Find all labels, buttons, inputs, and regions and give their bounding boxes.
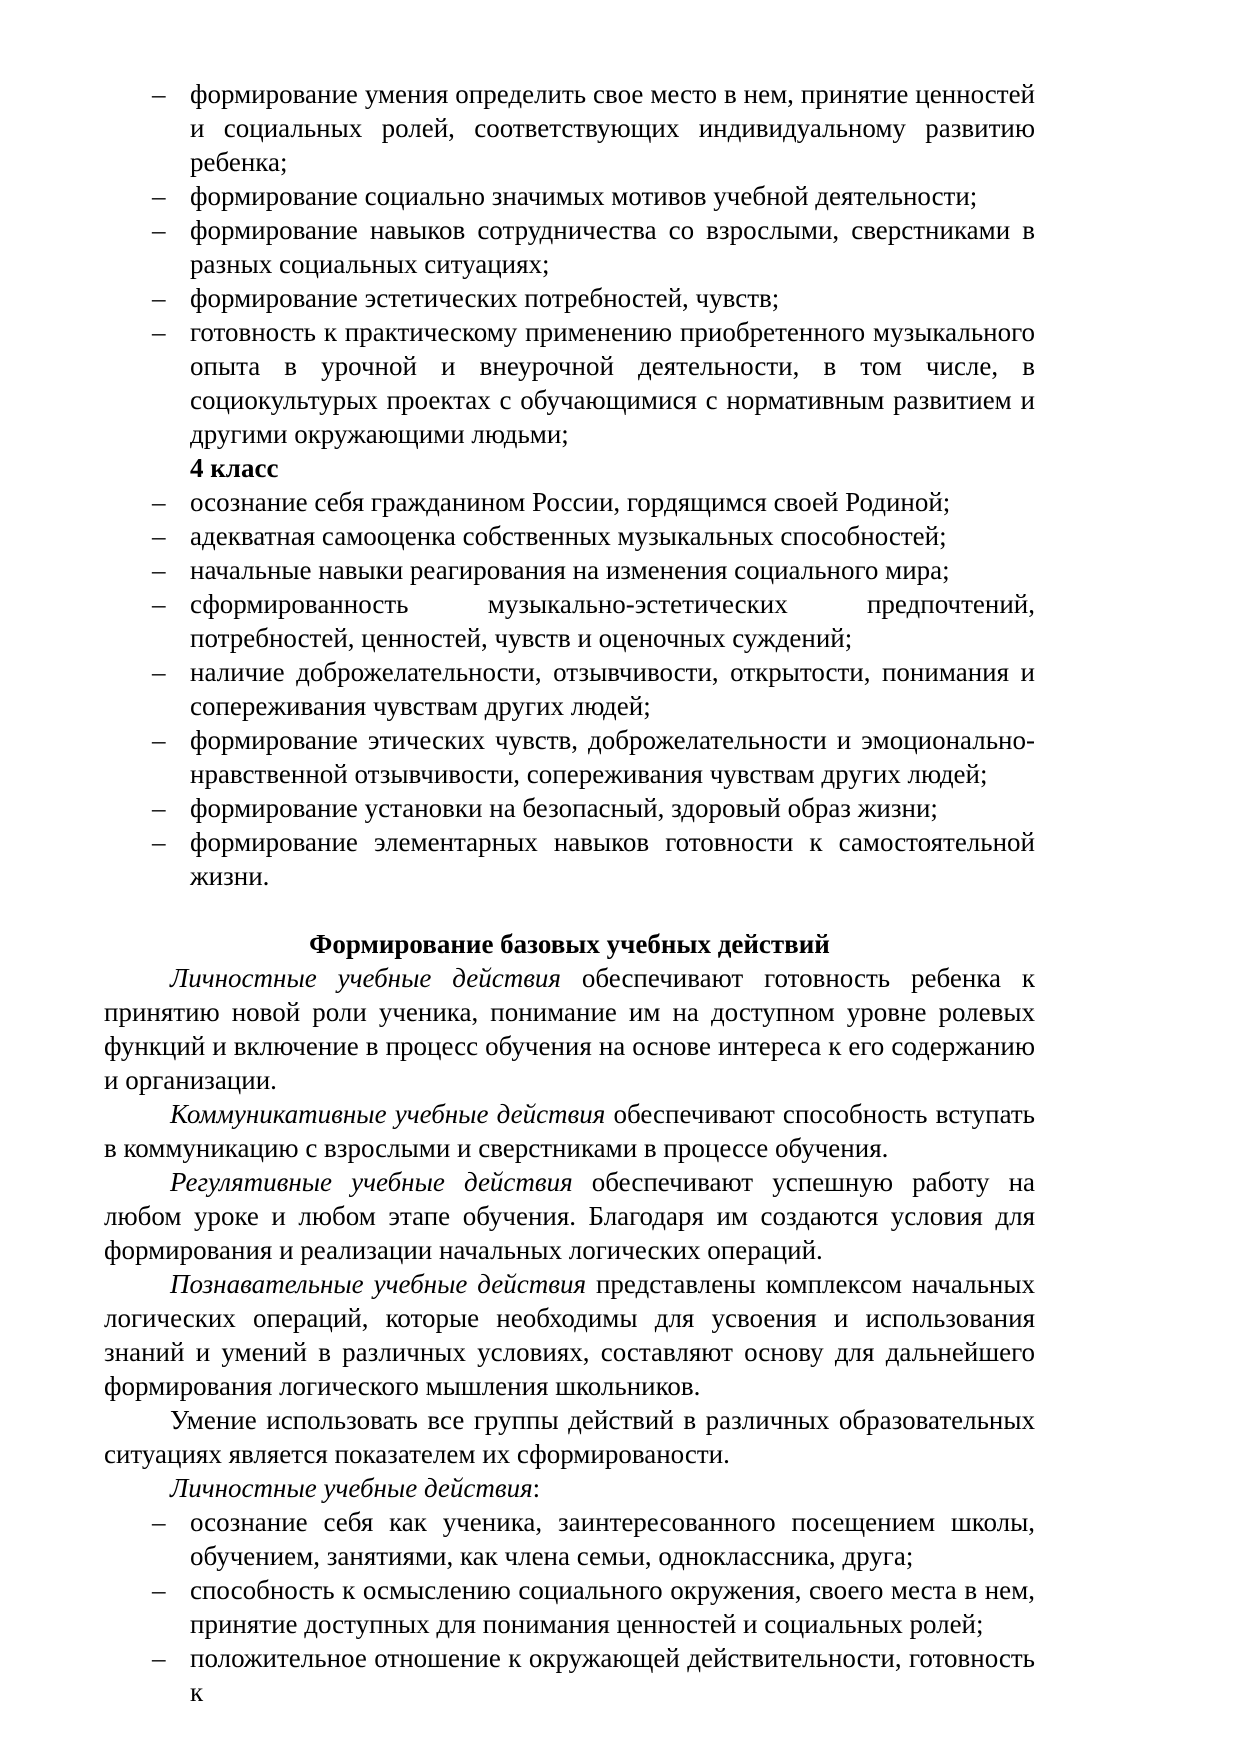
- paragraph-regulatory: [104, 1165, 1035, 1267]
- section-heading: Формирование базовых учебных действий: [309, 929, 830, 959]
- paragraph-lead: Познавательные учебные действия: [170, 1269, 587, 1299]
- grade-4-heading: 4 класс: [190, 453, 279, 483]
- bullet-dash: –: [152, 1575, 166, 1605]
- bullet-dash: –: [152, 657, 166, 687]
- paragraph-personal: [104, 961, 1035, 1097]
- paragraph-text: Умение использовать все группы действий в различных образовательных ситуациях является показателем их сформированости.: [104, 1405, 1035, 1469]
- list-item-text: формирование установки на безопасный, здоровый образ жизни;: [190, 793, 938, 823]
- bullet-dash: –: [152, 317, 166, 347]
- bullet-dash: –: [152, 1643, 166, 1673]
- list-item: [104, 77, 1035, 179]
- list-item-text: сформированность музыкально-эстетических предпочтений, потребностей, ценностей, чувств и оценочных суждений;: [190, 589, 1035, 653]
- list-item: [104, 1573, 1035, 1641]
- bullet-dash: –: [152, 487, 166, 517]
- paragraph-personal-intro: [104, 1471, 1035, 1505]
- list-item-text: способность к осмыслению социального окружения, своего места в нем, принятие доступных для понимания ценностей и социальных ролей;: [190, 1575, 1035, 1639]
- list-item: [104, 791, 1035, 825]
- list-item-text: готовность к практическому применению приобретенного музыкального опыта в урочной и внеурочной деятельности, в том числе, в социокультурых проектах с обучающимися с нормативным развитием и другими окружающими людьми;: [190, 317, 1035, 449]
- bullet-dash: –: [152, 79, 166, 109]
- list-item: [104, 1505, 1035, 1573]
- paragraph-ability: [104, 1403, 1035, 1471]
- list-item: [104, 315, 1035, 451]
- list-item-text: осознание себя как ученика, заинтересованного посещением школы, обучением, занятиями, как члена семьи, одноклассника, друга;: [190, 1507, 1035, 1571]
- list-item: [104, 587, 1035, 655]
- bullet-dash: –: [152, 1507, 166, 1537]
- paragraph-text: :: [532, 1473, 541, 1503]
- bullet-dash: –: [152, 181, 166, 211]
- bullet-dash: –: [152, 827, 166, 857]
- page-content: [104, 77, 1035, 1709]
- paragraph-lead: Регулятивные учебные действия: [170, 1167, 573, 1197]
- bullet-list-top: [104, 77, 1035, 451]
- list-item-text: положительное отношение к окружающей действительности, готовность к: [190, 1643, 1035, 1707]
- list-item: [104, 655, 1035, 723]
- paragraph-communicative: [104, 1097, 1035, 1165]
- list-item: [104, 519, 1035, 553]
- paragraph-text: обеспечивают способность вступать в коммуникацию с взрослыми и сверстниками в процессе обучения.: [104, 1099, 1035, 1163]
- list-item-text: осознание себя гражданином России, гордящимся своей Родиной;: [190, 487, 951, 517]
- list-item-text: формирование эстетических потребностей, чувств;: [190, 283, 780, 313]
- list-item-text: адекватная самооценка собственных музыкальных способностей;: [190, 521, 947, 551]
- list-item-text: начальные навыки реагирования на изменения социального мира;: [190, 555, 950, 585]
- list-item-text: формирование этических чувств, доброжелательности и эмоционально-нравственной отзывчивости, сопереживания чувствам других людей;: [190, 725, 1035, 789]
- bullet-list-grade4: [104, 485, 1035, 893]
- list-item-text: формирование социально значимых мотивов учебной деятельности;: [190, 181, 978, 211]
- paragraph-text: представлены комплексом начальных логических операций, которые необходимы для усвоения и использования знаний и умений в различных условиях, составляют основу для дальнейшего формирования логического мышления школьников.: [104, 1269, 1035, 1401]
- list-item: [104, 553, 1035, 587]
- bullet-dash: –: [152, 521, 166, 551]
- list-item-text: формирование умения определить свое место в нем, принятие ценностей и социальных ролей, соответствующих индивидуальному развитию ребенка;: [190, 79, 1035, 177]
- bullet-dash: –: [152, 589, 166, 619]
- paragraph-text: обеспечивают успешную работу на любом уроке и любом этапе обучения. Благодаря им создаются условия для формирования и реализации начальных логических операций.: [104, 1167, 1035, 1265]
- list-item: [104, 485, 1035, 519]
- bullet-list-personal: [104, 1505, 1035, 1709]
- bullet-dash: –: [152, 215, 166, 245]
- list-item: [104, 1641, 1035, 1709]
- list-item: [104, 825, 1035, 893]
- bullet-dash: –: [152, 283, 166, 313]
- list-item-text: наличие доброжелательности, отзывчивости, открытости, понимания и сопереживания чувствам других людей;: [190, 657, 1035, 721]
- paragraph-text: обеспечивают готовность ребенка к принятию новой роли ученика, понимание им на доступном уровне ролевых функций и включение в процесс обучения на основе интереса к его содержанию и организации.: [104, 963, 1036, 1095]
- list-item-text: формирование элементарных навыков готовности к самостоятельной жизни.: [190, 827, 1035, 891]
- list-item: [104, 281, 1035, 315]
- paragraph-cognitive: [104, 1267, 1035, 1403]
- bullet-dash: –: [152, 725, 166, 755]
- list-item: [104, 723, 1035, 791]
- list-item-text: формирование навыков сотрудничества со взрослыми, сверстниками в разных социальных ситуациях;: [190, 215, 1035, 279]
- bullet-dash: –: [152, 555, 166, 585]
- list-item: [104, 213, 1035, 281]
- list-item: [104, 179, 1035, 213]
- paragraph-lead: Личностные учебные действия: [170, 1473, 533, 1503]
- paragraph-lead: Личностные учебные действия: [170, 963, 561, 993]
- bullet-dash: –: [152, 793, 166, 823]
- paragraph-lead: Коммуникативные учебные действия: [170, 1099, 606, 1129]
